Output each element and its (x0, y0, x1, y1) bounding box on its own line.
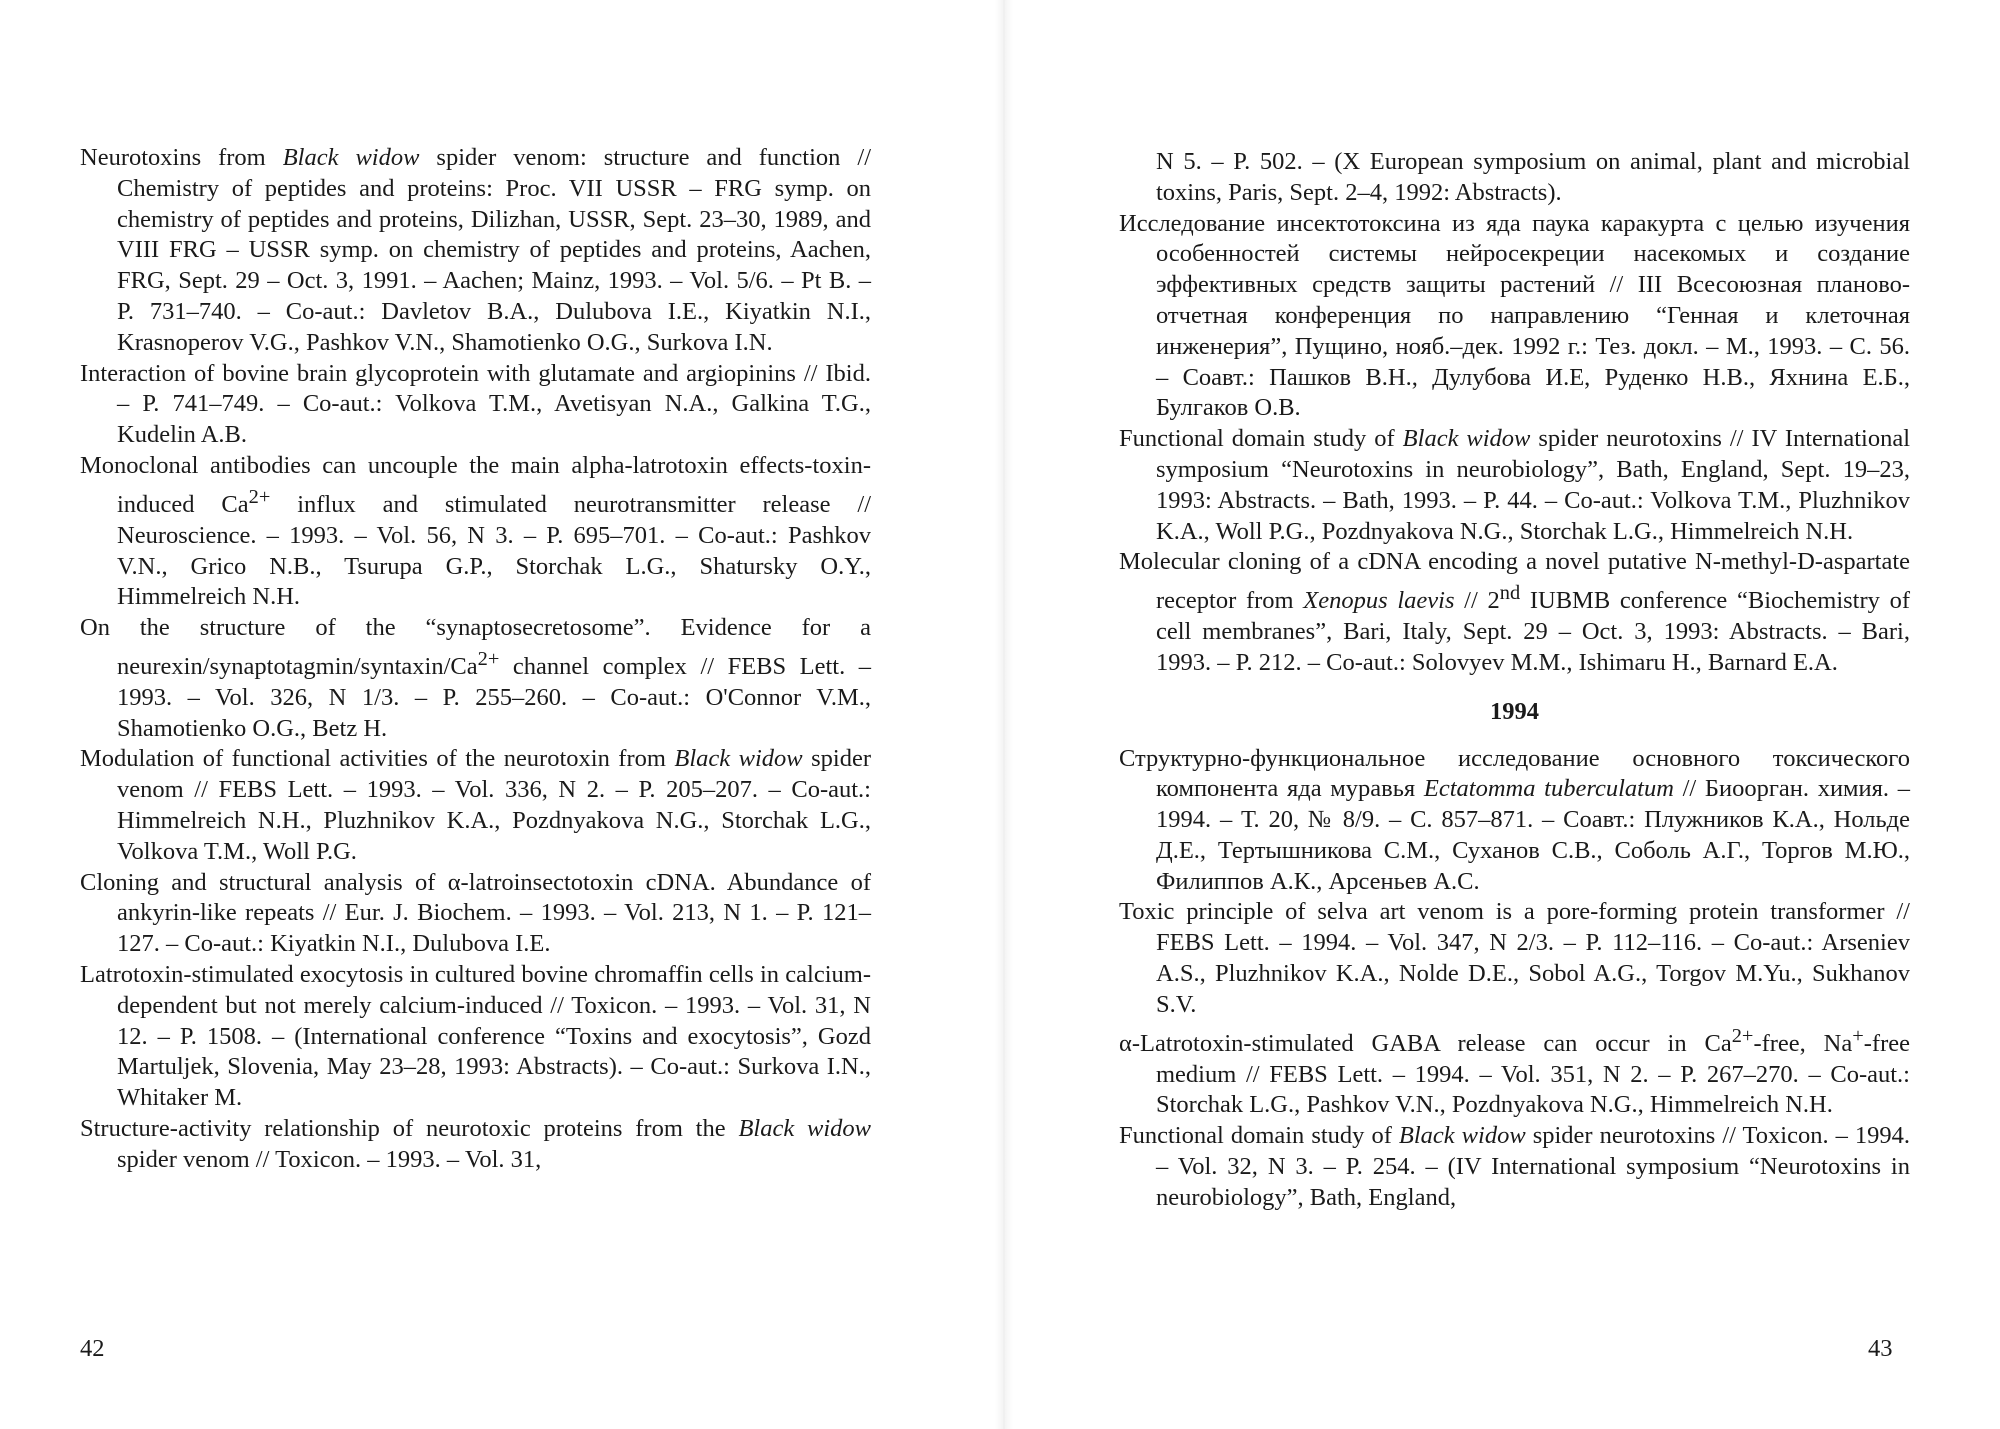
bibliography-entry (1119, 744, 1910, 898)
bibliography-entry (80, 143, 871, 359)
entry-text: IUBMB conference “Biochemistry of cell membranes”, Bari, Italy, Sept. 29 – Oct. 3, 1993: Abstracts. – Bari, 1993. – P. 212. – Co-aut.: Solovyev M.M., Ishimaru H., Barnard E.A. (1156, 587, 1910, 676)
entry-text: Interaction of bovine brain glycoprotein with glutamate and argiopinins // Ibid. – P. 741–749. – Co-aut.: Volkova T.M., Avetisyan N.A., Galkina T.G., Kudelin A.B. (80, 359, 871, 449)
superscript: 2+ (248, 485, 271, 508)
entry-text: Functional domain study of (1119, 425, 1403, 453)
entry-text: Исследование инсектотоксина из яда паука каракурта с целью изучения особенностей системы нейросекреции насекомых и создание эффективных средств защиты растений // III Всесоюзная планово-отчетная конференция по направлению “Генная и клеточная инженерия”, Пущино, нояб.–дек. 1992 г.: Тез. докл. – М., 1993. – С. 56. – Соавт.: Пашков В.Н., Дулубова И.Е, Руденко Н.В., Яхнина Е.Б., Булгаков О.В. (1119, 209, 1910, 422)
entry-text: // Биоорган. химия. – 1994. – Т. 20, № 8/9. – С. 857–871. – Соавт.: Плужников К.А., Нольде Д.Е., Тертышникова С.М., Суханов С.В., Соболь А.Г., Торгов М.Ю., Филиппов А.К., Арсеньев А.С. (1156, 775, 1911, 895)
bibliography-entry (1119, 547, 1910, 678)
book-gutter (995, 0, 1013, 1429)
entry-text: // 2 (1454, 587, 1500, 615)
entry-text: influx and stimulated neurotransmitter release // Neuroscience. – 1993. – Vol. 56, N 3. – P. 695–701. – Co-aut.: Pashkov V.N., Grico N.B., Tsurupa G.P., Storchak L.G., Shatursky O.Y., Himmelreich N.H. (117, 490, 871, 611)
entry-text: spider venom: structure and function // Chemistry of peptides and proteins: Proc. VII USSR – FRG symp. on chemistry of peptides and proteins, Dilizhan, USSR, Sept. 23–30, 1989, and VIII FRG – USSR symp. on chemistry of peptides and proteins, Aachen, FRG, Sept. 29 – Oct. 3, 1991. – Aachen; Mainz, 1993. – Vol. 5/6. – Pt B. – P. 731–740. – Co-aut.: Davletov B.A., Dulubova I.E., Kiyatkin N.I., Krasnoperov V.G., Pashkov V.N., Shamotienko O.G., Surkova I.N. (117, 144, 872, 356)
bibliography-entry (80, 1114, 871, 1176)
italic-term: Black widow (1398, 1122, 1526, 1150)
superscript: + (1852, 1024, 1864, 1047)
entry-text: On the structure of the “synaptosecretosome”. Evidence for a neurexin/synaptotagmin/syntaxin/Ca (80, 614, 871, 681)
italic-term: Ectatomma tuberculatum (1423, 775, 1674, 803)
bibliography-entry (80, 868, 871, 960)
bibliography-entry (80, 451, 871, 613)
superscript: 2+ (477, 647, 500, 670)
entry-text: α-Latrotoxin-stimulated GABA release can occur in Ca (1119, 1029, 1732, 1057)
entry-text: Cloning and structural analysis of α-latroinsectotoxin cDNA. Abundance of ankyrin-like repeats // Eur. J. Biochem. – 1993. – Vol. 213, N 1. – P. 121–127. – Co-aut.: Kiyatkin N.I., Dulubova I.E. (80, 868, 871, 958)
entry-text: spider venom // FEBS Lett. – 1993. – Vol. 336, N 2. – P. 205–207. – Co-aut.: Himmelreich N.H., Pluzhnikov K.A., Pozdnyakova N.G., Storchak L.G., Volkova T.M., Woll P.G. (117, 745, 871, 865)
superscript: nd (1499, 582, 1521, 605)
bibliography-entry (1119, 209, 1910, 425)
entry-text: Neurotoxins from (80, 144, 283, 171)
bibliography-entry (1119, 1121, 1910, 1213)
italic-term: Xenopus laevis (1303, 587, 1455, 615)
entry-text: Structure-activity relationship of neurotoxic proteins from the (80, 1115, 739, 1143)
entry-text: -free medium // FEBS Lett. – 1994. – Vol. 351, N 2. – P. 267–270. – Co-aut.: Storchak L.G., Pashkov V.N., Pozdnyakova N.G., Himmelreich N.H. (1156, 1029, 1910, 1119)
entry-text: Latrotoxin-stimulated exocytosis in cultured bovine chromaffin cells in calcium-dependent but not merely calcium-induced // Toxicon. – 1993. – Vol. 31, N 12. – P. 1508. – (International conference “Toxins and exocytosis”, Gozd Martuljek, Slovenia, May 23–28, 1993: Abstracts). – Co-aut.: Surkova I.N., Whitaker M. (80, 961, 871, 1112)
entry-text: spider venom // Toxicon. – 1993. – Vol. 31, (117, 1145, 542, 1173)
left-page-column (80, 143, 871, 1176)
bibliography-entry (80, 359, 871, 451)
entry-text: channel complex // FEBS Lett. – 1993. – Vol. 326, N 1/3. – P. 255–260. – Co-aut.: O'Connor V.M., Shamotienko O.G., Betz H. (117, 653, 871, 742)
page-number-left: 42 (80, 1335, 105, 1362)
bibliography-entry (80, 744, 871, 867)
bibliography-entry (80, 960, 871, 1114)
bibliography-entry (1119, 1021, 1910, 1122)
right-page-column (1119, 147, 1910, 1214)
entry-text: Functional domain study of (1119, 1122, 1399, 1150)
entry-text: spider neurotoxins // IV International symposium “Neurotoxins in neurobiology”, Bath, England, Sept. 19–23, 1993: Abstracts. – Bath, 1993. – P. 44. – Co-aut.: Volkova T.M., Pluzhnikov K.A., Woll P.G., Pozdnyakova N.G., Storchak L.G., Himmelreich N.H. (1156, 425, 1910, 545)
entry-text: -free, Na (1753, 1029, 1853, 1057)
continued-entry: N 5. – P. 502. – (X European symposium on animal, plant and microbial toxins, Paris, Sept. 2–4, 1992: Abstracts). (1156, 148, 1910, 206)
italic-term: Black widow (282, 144, 420, 171)
italic-term: Black widow (1402, 425, 1531, 453)
bibliography-entry (80, 613, 871, 744)
entry-text: Структурно-функциональное исследование основного токсического компонента яда муравья (1119, 744, 1910, 803)
page-number-right: 43 (1868, 1335, 1893, 1362)
entry-text: Toxic principle of selva art venom is a pore-forming protein transformer // FEBS Lett. – 1994. – Vol. 347, N 2/3. – P. 112–116. – Co-aut.: Arseniev A.S., Pluzhnikov K.A., Nolde D.E., Sobol A.G., Torgov M.Yu., Sukhanov S.V. (1119, 898, 1910, 1018)
right-page-entries-1993 (1119, 209, 1910, 679)
entry-text: Monoclonal antibodies can uncouple the main alpha-latrotoxin effects-toxin-induced Ca (80, 451, 871, 518)
left-page-entries (80, 143, 871, 1176)
bibliography-entry (1119, 897, 1910, 1020)
superscript: 2+ (1731, 1024, 1754, 1047)
bibliography-entry (1119, 424, 1910, 547)
entry-text: spider neurotoxins // Toxicon. – 1994. – Vol. 32, N 3. – P. 254. – (IV International symposium “Neurotoxins in neurobiology”, Bath, England, (1156, 1122, 1910, 1211)
right-page-entries-1994 (1119, 744, 1910, 1214)
entry-text: Modulation of functional activities of the neurotoxin from (80, 745, 675, 773)
italic-term: Black widow (738, 1115, 872, 1143)
italic-term: Black widow (674, 745, 803, 773)
entry-text: Molecular cloning of a cDNA encoding a novel putative N-methyl-D-aspartate receptor from (1119, 548, 1910, 615)
year-heading-1994: 1994 (1490, 697, 1539, 725)
